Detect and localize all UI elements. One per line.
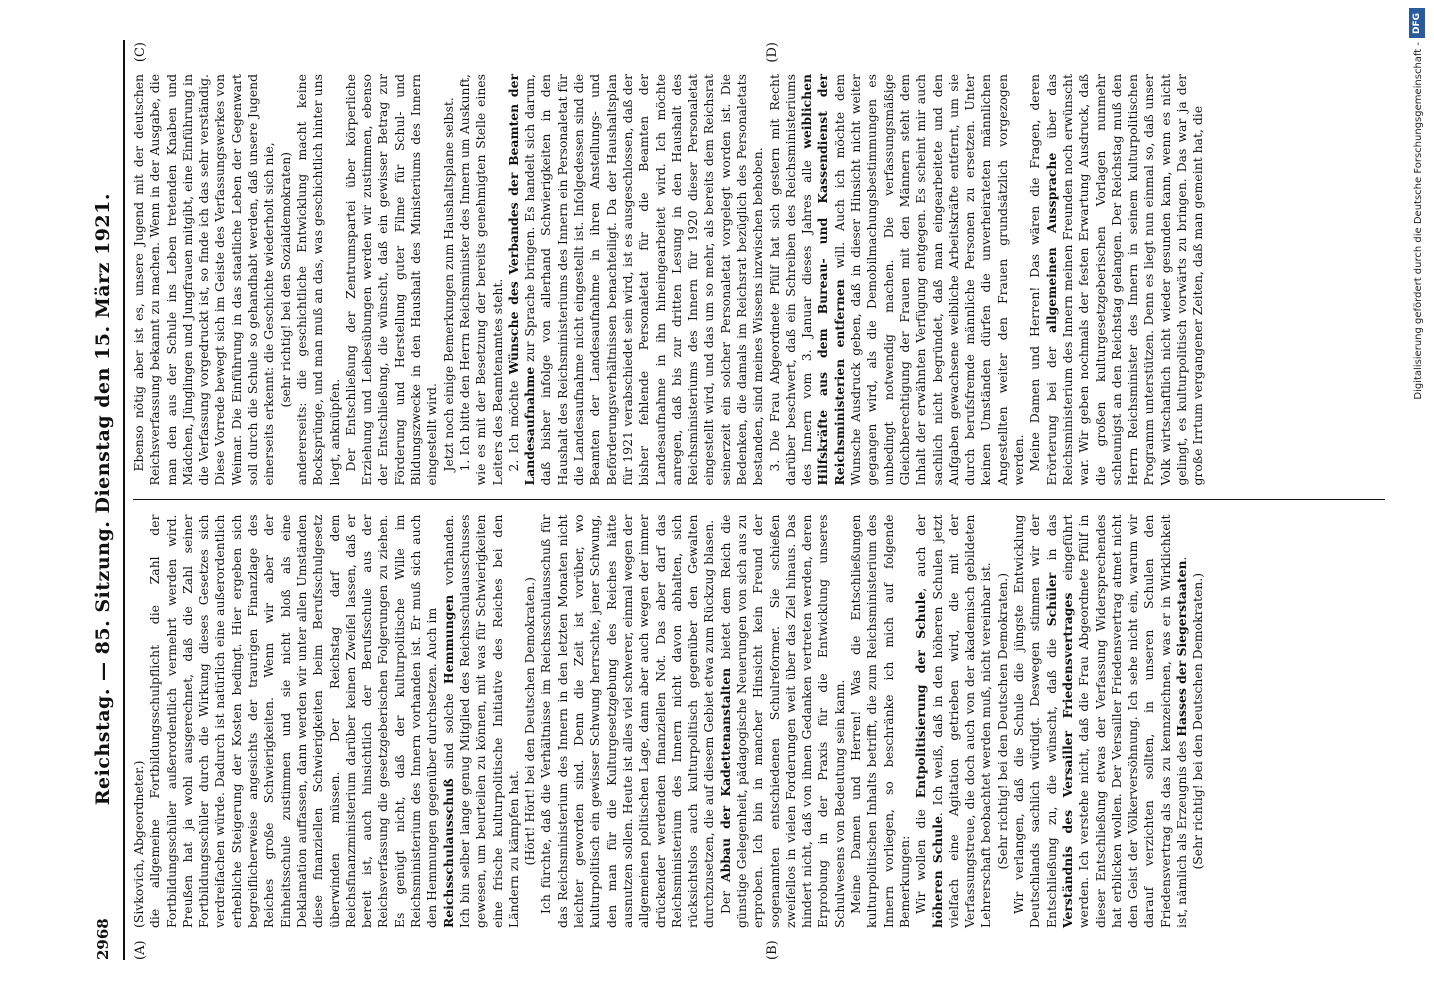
paragraph: Wir verlangen, daß die Schule die jüngste Entwicklung Deutschlands sachlich würdigt. Deswegen stimmen wir der Entschließung zu, die wünscht, daß die Schüler in das Verständnis des Versailler Friedensvertrages eingeführt werden. Ich verstehe nicht, daß die Frau Abgeordnete Pfülf in dieser Entschließung etwas der Verfassung Widersprechendes hat erblicken wollen. Der Versailler Friedensvertrag atmet nicht den Geist der Völkerversöhnung. Ich sehe nicht ein, warum wir darauf verzichten sollten, in unseren Schulen den Friedensvertrag als das zu kennzeichnen, was er in Wirklichkeit ist, nämlich als Erzeugnis des Hasses der Siegerstaaten. xyxy=(1011,514,1189,928)
rotated-page-area xyxy=(85,40,1385,960)
interjection: (sehr richtig! bei den Sozialdemokraten) xyxy=(277,151,293,408)
bold-term: Entpolitisierung der Schule xyxy=(913,591,929,799)
paragraph: Meine Damen und Herren! Was die Entschließungen kulturpolitischen Inhalts betrifft, die zum Reichsministerium des Innern vorliegen, so beschränke ich mich auf folgende Bemerkungen: xyxy=(848,514,912,928)
paragraph: die allgemeine Fortbildungsschulpflicht die Zahl der Fortbildungsschüler außerordentlich vermehrt werden wird. Preußen hat ja wohl ausgerechnet, daß die Zahl seiner Fortbildungsschüler durch die Wirkung dieses Gesetzes sich verdreifachen würde. Dadurch ist natürlich eine außerordentlich erhebliche Steigerung der Kosten bedingt. Hier ergeben sich begreiflicherweise angesichts der traurigen Finanzlage des Reiches große Schwierigkeiten. Wenn wir aber der Einheitsschule zustimmen und sie nicht bloß als eine Deklamation auffassen, dann werden wir unter allen Umständen diese finanziellen Schwierigkeiten beim Berufsschulgesetz überwinden müssen. Der Reichstag darf dem Reichsfinanzministerium darüber keinen Zweifel lassen, daß er bereit ist, auch hinsichtlich der Berufsschule aus der Reichsverfassung die gesetzgeberischen Folgerungen zu ziehen. Es genügt nicht, daß der kulturpolitische Wille im Reichsministerium des Innern vorhanden ist. Er muß sich auch den Hemmungen gegenüber durchsetzen. Auch im xyxy=(147,514,440,928)
dfg-logo: DFG xyxy=(1409,8,1425,38)
bold-term: Wünsche des Verbandes der Beamten der Landesaufnahme xyxy=(505,74,538,486)
paragraph: Der Abbau der Kadettenanstalten bietet dem Reich die günstige Gelegenheit, pädagogische Neuerungen von sich aus zu erproben. Ich bin in mancher Hinsicht kein Freund der sogenannten entschiedenen Schulreformer. Sie schießen zweifellos in vielen Forderungen weit über das Ziel hinaus. Das hindert nicht, daß von ihnen Gedanken vertreten werden, deren Erprobung in der Praxis für die Entwicklung unseres Schulwesens von Bedeutung sein kann. xyxy=(717,514,847,928)
running-title: Reichstag. — 85. Sitzung. Dienstag den 15. März 1921. xyxy=(92,193,114,806)
bold-term: Hasses der Siegerstaaten xyxy=(1174,560,1189,737)
paragraph: Reichsschulausschuß sind solche Hemmungen vorhanden. Ich bin selber lange genug Mitglied des Reichsschulausschusses gewesen, um beurteilen zu können, mit was für Schwierigkeiten eine frische kulturpolitische Initiative des Reiches bei den Ländern zu kämpfen hat. xyxy=(440,514,521,928)
paragraph: 2. Ich möchte Wünsche des Verbandes der Beamten der Landesaufnahme zur Sprache bringen. Es handelt sich darum, daß bisher infolge von allerhand Schwierigkeiten in den Haushalt des Reichsministeriums des Innern ein Personaletat für die Landesaufnahme nicht eingestellt ist. Infolgedessen sind die Beamten der Landesaufnahme in ihren Anstellungs- und Beförderungsverhältnissen benachteiligt. Da der Haushaltsplan für 1921 verabschiedet sein wird, ist es ausgeschlossen, daß der bisher fehlende Personaletat für die Beamten der Landesaufnahme in ihn hineingearbeitet wird. Ich möchte anregen, daß bis zur dritten Lesung in den Haushalt des Reichsministeriums des Innern für 1920 dieser Personaletat eingestellt wird, und das um so mehr, als bereits dem Reichsrat seinerzeit ein solcher Personaletat vorgelegt worden ist. Die Bedenken, die damals im Reichsrat bezüglich des Personaletats bestanden, sind meines Wissens inzwischen behoben. xyxy=(505,74,766,486)
bold-term: weiblichen Hilfskräfte aus dem Bureau- und Kassendienst der Reichsministerien entfernen xyxy=(799,74,847,486)
text-columns xyxy=(131,40,1385,960)
interjection: (Hört! Hört! bei den Deutschen Demokraten.) xyxy=(522,577,538,866)
paragraph: 1. Ich bitte den Herrn Reichsminister des Innern um Auskunft, wie es mit der Besetzung der bereits genehmigten Stelle eines Leiters des Beamtenamtes steht. xyxy=(456,74,505,486)
margin-letter-c: (C) xyxy=(133,42,148,63)
digitization-credit xyxy=(1402,0,1432,1000)
page-header xyxy=(85,40,121,960)
bold-term: Abbau der Kadettenanstalten xyxy=(717,667,733,883)
bold-term: höheren Schule xyxy=(929,816,945,928)
paragraph: Jetzt noch einige Bemerkungen zum Haushaltsplane selbst. xyxy=(440,97,456,472)
paragraph: Meine Damen und Herren! Das wären die Fragen, deren Erörterung bei der allgemeinen Aussprache über das Reichsministerium des Innern meinen Freunden noch erwünscht war. Wir geben nochmals der festen Erwartung Ausdruck, daß die großen kulturgesetzgeberischen Vorlagen nunmehr schleunigst an den Reichstag gelangen. Der Reichstag muß den Herrn Reichsminister des Innern in seinem kulturpolitischen Programm unterstützen. Denn es liegt nun einmal so, daß unser Volk wirtschaftlich nicht wieder gesunden kann, wenn es nicht gelingt, es kulturpolitisch vorwärts zu bringen. Das war ja der große Irrtum vergangener Zeiten, daß man gemeint hat, die xyxy=(1027,74,1206,486)
document-page xyxy=(85,40,1385,960)
bold-term: Hemmungen xyxy=(440,594,456,685)
paragraph: Ebenso nötig aber ist es, unsere Jugend mit der deutschen Reichsverfassung bekannt zu machen. Wenn in der Ausgabe, die man den aus der Schule ins Leben tretenden Knaben und Mädchen, Jünglingen und Jungfrauen mitgibt, eine Einführung in die Verfassung vorgedruckt ist, so finde ich das sehr verständig. Diese Vorrede bewegt sich im Geiste des Verfassungswerkes von Weimar. Die Einführung in das staatliche Leben der Gegenwart soll durch die Schule so gehandhabt werden, daß unsere Jugend einerseits erkennt: die Geschichte wiederholt sich nie, xyxy=(131,74,277,486)
paragraph: andererseits: die geschichtliche Entwicklung macht keine Bocksprünge, und man muß an das, was geschichtlich hinter uns liegt, anknüpfen. xyxy=(293,74,342,486)
page-number: 2968 xyxy=(94,918,112,960)
credit-text: Digitalisierung gefördert durch die Deutsche Forschungsgemeinschaft - xyxy=(1413,42,1424,400)
interjection: (Sehr richtig! bei den Deutschen Demokraten.) xyxy=(1190,572,1206,870)
speaker-line: (Sivkovich, Abgeordneter.) xyxy=(131,760,146,928)
margin-letter-a: (A) xyxy=(133,940,148,960)
left-column xyxy=(131,501,1385,961)
header-rule xyxy=(123,40,125,960)
interjection: (Sehr richtig! bei den Deutschen Demokraten.) xyxy=(994,572,1010,870)
right-column xyxy=(131,40,1385,500)
bold-term: Reichsschulausschuß xyxy=(440,778,456,928)
paragraph: Wir wollen die Entpolitisierung der Schule, auch der höheren Schule. Ich weiß, daß in den höheren Schulen jetzt vielfach eine Agitation getrieben wird, die mit der Verfassungstreue, die doch auch von der akademisch gebildeten Lehrerschaft beobachtet werden muß, nicht vereinbar ist. xyxy=(913,514,994,928)
bold-term: Verständnis des Versailler Friedensvertrages xyxy=(1059,592,1075,928)
bold-term: allgemeinen Aussprache xyxy=(1043,152,1059,333)
paragraph: 3. Die Frau Abgeordnete Pfülf hat sich gestern mit Recht darüber beschwert, daß ein Schreiben des Reichsministeriums des Innern vom 3. Januar dieses Jahres alle weiblichen Hilfskräfte aus dem Bureau- und Kassendienst der Reichsministerien entfernen will. Auch ich möchte dem Wunsche Ausdruck geben, daß in dieser Hinsicht nicht weiter gegangen wird, als die Demobilmachungsbestimmungen es unbedingt notwendig machen. Die verfassungsmäßige Gleichberechtigung der Frauen mit den Männern steht dem Inhalt der erwähnten Verfügung entgegen. Es scheint mir auch sachlich nicht begründet, daß man eingearbeitete und den Aufgaben gewachsene weibliche Arbeitskräfte entfernt, um sie durch berufsfremde männliche Personen zu ersetzen. Unter keinen Umständen dürfen die unverheirateten männlichen Angestellten weiter den Frauen grundsätzlich vorgezogen werden. xyxy=(766,73,1027,486)
margin-letter-b: (B) xyxy=(765,940,780,960)
bold-term: Schüler xyxy=(1043,572,1059,627)
paragraph: Der Entschließung der Zentrumspartei über körperliche Erziehung und Leibesübungen werden wir zustimmen, ebenso der Entschließung, die wünscht, daß ein gewisser Betrag zur Förderung und Herstellung guter Filme für Schul- und Bildungszwecke in den Haushalt des Ministeriums des Innern eingestellt wird. xyxy=(342,74,440,486)
paragraph: Ich fürchte, daß die Verhältnisse im Reichsschulausschuß für das Reichsministerium des Innern in den letzten Monaten nicht leichter geworden sind. Denn die Zeit ist vorüber, wo kulturpolitisch ein gewisser Schwung herrschte, jener Schwung, den man für die Kulturgesetzgebung des Reiches hätte ausnutzen sollen. Heute ist alles viel schwerer, einmal wegen der allgemeinen politischen Lage, dann aber auch wegen der immer drückender werdenden finanziellen Not. Das aber darf das Reichsministerium des Innern nicht davon abhalten, sich rücksichtslos auch kulturpolitisch gegenüber den Gewalten durchzusetzen, die auf diesem Gebiet etwa zum Rückzug blasen. xyxy=(538,514,717,928)
margin-letter-d: (D) xyxy=(765,42,780,63)
